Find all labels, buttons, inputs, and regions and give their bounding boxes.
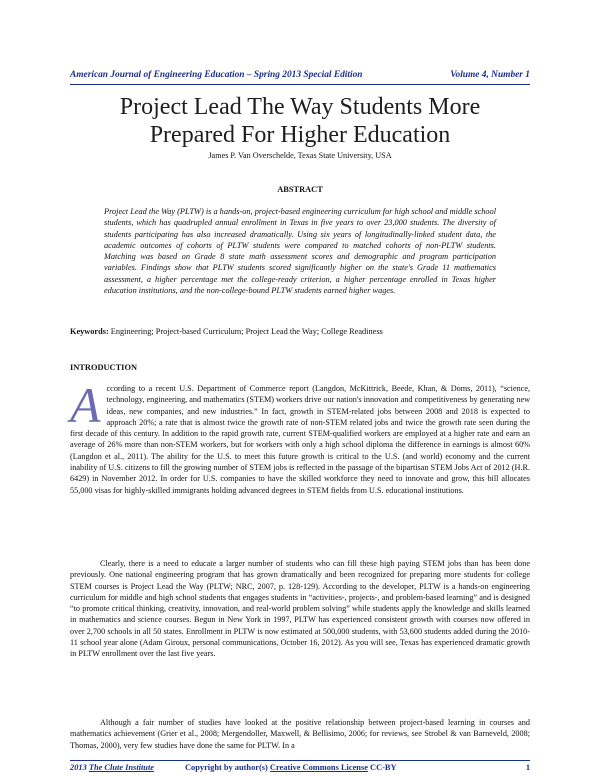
footer-divider <box>70 760 530 761</box>
keywords-text: Engineering; Project-based Curriculum; Project Lead the Way; College Readiness <box>110 327 383 336</box>
footer-left <box>70 763 154 772</box>
introduction-heading: INTRODUCTION <box>70 363 138 372</box>
footer-year: 2013 <box>70 763 87 772</box>
title-line-1: Project Lead The Way Students More <box>119 94 481 120</box>
volume-number: Volume 4, Number 1 <box>450 70 530 80</box>
author-line: James P. Van Overschelde, Texas State University, USA <box>208 151 392 160</box>
keywords <box>70 327 530 336</box>
journal-name: American Journal of Engineering Education – Spring 2013 Special Edition <box>70 70 363 80</box>
clute-institute-link[interactable]: The Clute Institute <box>88 763 154 772</box>
page-footer <box>70 763 530 775</box>
creative-commons-link[interactable]: Creative Commons License <box>269 763 368 772</box>
intro-paragraph-3: Although a fair number of studies have looked at the positive relationship between project-based learning in courses and mathematics achievement (Grier et al., 2008; Mergendoller, Maxwell, & Bellisimo, 2006; for reviews, see Strobel & van Barneveld, 2008; Thomas, 2000), very few studies have done the same for PLTW. In a <box>70 718 530 750</box>
header-divider <box>70 84 530 85</box>
abstract-text: Project Lead the Way (PLTW) is a hands-on, project-based engineering curriculum for high school and middle school students, which has quadrupled annual enrollment in Texas in five years to over 23,000 students. The diversity of students participating has also increased dramatically. Using six years of longitudinally-linked student data, the academic outcomes of cohorts of PLTW students were compared to matched cohorts of non-PLTW students. Matching was based on Grade 8 state math assessment scores and demographic and program participation variables. Findings show that PLTW students scored significantly higher on the state's Grade 11 mathematics assessment, a higher percentage met the college-ready criterion, a higher percentage enrolled in Texas higher education institutions, and the non-college-bound PLTW students earned higher wages. <box>104 207 496 296</box>
title-line-2: Prepared For Higher Education <box>149 122 451 148</box>
license-suffix: CC-BY <box>370 763 397 772</box>
intro-paragraph-1 <box>70 377 530 496</box>
drop-cap: A <box>70 377 101 433</box>
keywords-label: Keywords: <box>70 327 109 336</box>
footer-center <box>185 763 397 772</box>
paragraph-1-text: ccording to a recent U.S. Department of Commerce report (Langdon, McKittrick, Beede, Khan, & Doms, 2011), “science, technology, engineering, and mathematics (STEM) workers drive our nation's innovation and competitiveness by generating new ideas, new companies, and new industries.” In fact, growth in STEM-related jobs between 2008 and 2018 is expected to approach 20%; a rate that is almost twice the growth rate of non-STEM related jobs and twice the growth rate seen during the first decade of this century. In addition to the rapid growth rate, current STEM-qualified workers are employed at a higher rate and earn an average of 26% more than non-STEM workers, but for workers with only a high school diploma the difference in earnings is almost 60% (Langdon et al., 2011). The ability for the U.S. to meet this future growth is critical to the U.S. (and world) economy and the current inability of U.S. citizens to fill the growing number of STEM jobs is reflected in the passage of the bipartisan STEM Jobs Act of 2012 (H.R. 6429) in November 2012. In order for U.S. companies to have the skilled workforce they need to innovate and grow, this bill allocates 55,000 visas for highly-skilled immigrants holding advanced degrees in STEM fields from U.S. educational institutions. <box>70 384 530 495</box>
running-header <box>70 70 530 84</box>
copyright-text: Copyright by author(s) <box>185 763 268 772</box>
article-title <box>60 93 540 149</box>
intro-paragraph-2: Clearly, there is a need to educate a larger number of students who can fill these high paying STEM jobs than has been done previously. One national engineering program that has grown dramatically and been recognized for preparing more students for college STEM courses is Project Lead the Way (PLTW; NRC, 2007, p. 128-129). According to the developer, PLTW is a hands-on engineering curriculum for middle and high school students that engages students in “activities-, projects-, and problem-based learning” and is designed “to promote critical thinking, creativity, innovation, and real-world problem solving” while students apply the knowledge and skills learned in mathematics and science courses. Begun in New York in 1997, PLTW has experienced consistent growth with courses now offered in over 2,700 schools in all 50 states. Enrollment in PLTW is now estimated at 500,000 students, with 53,600 students added during the 2010-11 school year alone (Adam Giroux, personal communications, October 16, 2012). As you will see, Texas has experienced dramatic growth in PLTW enrollment over the last five years. <box>70 559 530 659</box>
page-number: 1 <box>525 763 530 772</box>
abstract-heading: ABSTRACT <box>277 185 323 194</box>
